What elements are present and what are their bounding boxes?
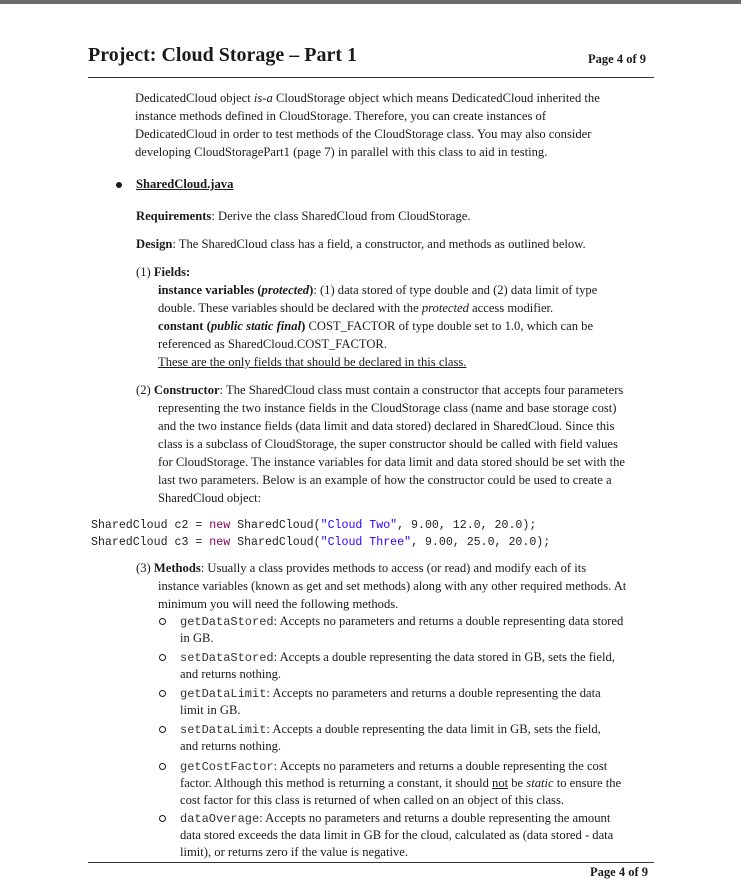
circle-bullet-icon [159, 654, 166, 661]
page-number: Page 4 of 9 [588, 52, 646, 66]
design-line: Design: The SharedCloud class has a field, a constructor, and methods as outlined below. [136, 237, 586, 251]
code-line: SharedCloud c2 = new SharedCloud("Cloud Two", 9.00, 12.0, 20.0); [91, 519, 537, 532]
circle-bullet-icon [159, 618, 166, 625]
circle-bullet-icon [159, 763, 166, 770]
footer-page-number: Page 4 of 9 [590, 865, 648, 879]
document-title: Project: Cloud Storage – Part 1 [88, 44, 358, 66]
page-header [88, 44, 654, 74]
bullet-icon [116, 182, 122, 188]
top-border [0, 0, 741, 4]
section-heading: SharedCloud.java [136, 177, 234, 191]
footer-rule [88, 862, 654, 863]
circle-bullet-icon [159, 690, 166, 697]
fields-note: These are the only fields that should be declared in this class. [158, 355, 467, 369]
requirements-line: Requirements: Derive the class SharedCloud from CloudStorage. [136, 209, 471, 223]
code-line: SharedCloud c3 = new SharedCloud("Cloud Three", 9.00, 25.0, 20.0); [91, 536, 551, 549]
circle-bullet-icon [159, 726, 166, 733]
circle-bullet-icon [159, 815, 166, 822]
header-rule [88, 77, 654, 78]
